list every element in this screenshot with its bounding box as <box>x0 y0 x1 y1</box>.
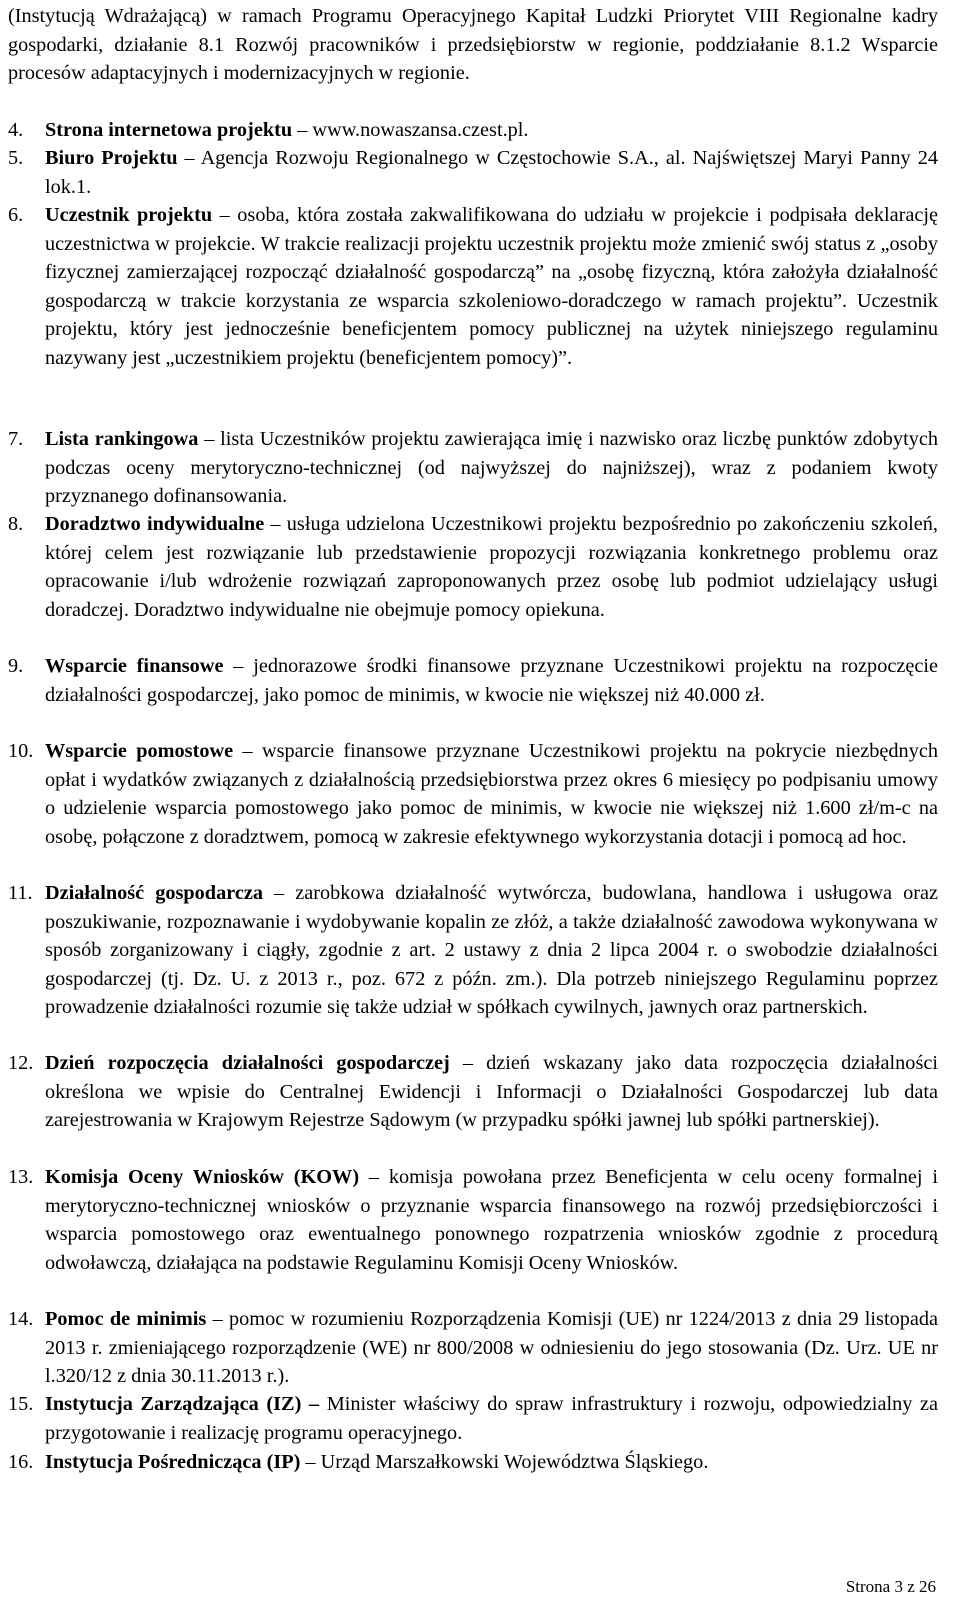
definition-item <box>8 1305 938 1391</box>
item-definition: – usługa udzielona Uczestnikowi projektu bezpośrednio po zakończeniu szkoleń, której celem jest rozwiązanie lub przedstawienie propozycji rozwiązania konkretnego problemu oraz opracowanie i/lub wdrożenie rozwiązań zaproponowanych przez osobę lub podmiot udzielający usługi doradczej. Doradztwo indywidualne nie obejmuje pomocy opiekuna. <box>45 513 938 621</box>
definition-item <box>8 1163 938 1277</box>
item-term: Pomoc de minimis <box>45 1308 207 1330</box>
item-term: Dzień rozpoczęcia działalności gospodarczej <box>45 1052 450 1074</box>
definition-item <box>8 144 938 201</box>
item-definition: – zarobkowa działalność wytwórcza, budowlana, handlowa i usługowa oraz poszukiwanie, rozpoznawanie i wydobywanie kopalin ze złóż, a także działalność zawodowa wykonywana w sposób zorganizowany i ciągły, zgodnie z art. 2 ustawy z dnia 2 lipca 2004 r. o swobodzie działalności gospodarczej (tj. Dz. U. z 2013 r., poz. 672 z późn. zm.). Dla potrzeb niniejszego Regulaminu poprzez prowadzenie działalności rozumie się także udział w spółkach cywilnych, jawnych oraz partnerskich. <box>45 882 938 1019</box>
item-definition: – dzień wskazany jako data rozpoczęcia działalności określona we wpisie do Centralnej Ewidencji i Informacji o Działalności Gospodarczej lub data zarejestrowania w Krajowym Rejestrze Sądowym (w przypadku spółki jawnej lub spółki partnerskiej). <box>45 1052 938 1132</box>
item-text <box>45 1163 938 1277</box>
item-definition: – Urząd Marszałkowski Województwa Śląskiego. <box>300 1451 709 1473</box>
definition-item <box>8 116 938 145</box>
definition-item <box>8 652 938 709</box>
item-definition: – www.nowaszansa.czest.pl. <box>292 119 529 141</box>
item-text <box>45 879 938 1022</box>
item-term: Biuro Projektu <box>45 147 178 169</box>
item-text <box>45 144 938 201</box>
item-text <box>45 510 938 624</box>
item-text <box>45 652 938 709</box>
item-number: 9. <box>8 655 24 677</box>
item-definition: – pomoc w rozumieniu Rozporządzenia Komisji (UE) nr 1224/2013 z dnia 29 listopada 2013 r. zmieniającego rozporządzenie (WE) nr 800/2008 w odniesieniu do jego stosowania (Dz. Urz. UE nr l.320/12 z dnia 30.11.2013 r.). <box>45 1308 939 1388</box>
intro-paragraph: (Instytucją Wdrażającą) w ramach Programu Operacyjnego Kapitał Ludzki Priorytet VIII Regionalne kadry gospodarki, działanie 8.1 Rozwój pracowników i przedsiębiorstw w regionie, poddziałanie 8.1.2 Wsparcie procesów adaptacyjnych i modernizacyjnych w regionie. <box>8 5 938 85</box>
item-text <box>45 1448 938 1477</box>
item-number: 4. <box>8 119 24 141</box>
item-definition: – wsparcie finansowe przyznane Uczestnikowi projektu na pokrycie niezbędnych opłat i wydatków związanych z działalnością przedsiębiorstwa przez okres 6 miesięcy po podpisaniu umowy o udzielenie wsparcia pomostowego jako pomoc de minimis, w kwocie nie większej niż 1.600 zł/m-c na osobę, połączone z doradztwem, pomocą w zakresie efektywnego wykorzystania dotacji i pomocą ad hoc. <box>45 740 938 848</box>
item-text <box>45 1305 938 1391</box>
item-term: Instytucja Zarządzająca (IZ) – <box>45 1393 320 1415</box>
item-term: Doradztwo indywidualne <box>45 513 265 535</box>
item-number: 7. <box>8 428 24 450</box>
item-definition: – jednorazowe środki finansowe przyznane Uczestnikowi projektu na rozpoczęcie działalności gospodarczej, jako pomoc de minimis, w kwocie nie większej niż 40.000 zł. <box>45 655 938 706</box>
item-term: Instytucja Pośrednicząca (IP) <box>45 1451 301 1473</box>
item-definition: – osoba, która została zakwalifikowana do udziału w projekcie i podpisała deklarację uczestnictwa w projekcie. W trakcie realizacji projektu uczestnik projektu może zmienić swój status z „osoby fizycznej zamierzającej rozpocząć działalność gospodarczą” na „osobę fizyczną, która założyła działalność gospodarczą w trakcie korzystania ze wsparcia szkoleniowo-doradczego w ramach projektu”. Uczestnik projektu, który jest jednocześnie beneficjentem pomocy publicznej na użytek niniejszego regulaminu nazywany jest „uczestnikiem projektu (beneficjentem pomocy)”. <box>45 204 938 369</box>
definition-item <box>8 1448 938 1477</box>
definition-item <box>8 737 938 851</box>
item-term: Lista rankingowa <box>45 428 199 450</box>
item-term: Wsparcie finansowe <box>45 655 224 677</box>
item-definition: – komisja powołana przez Beneficjenta w celu oceny formalnej i merytoryczno-technicznej wniosków o przyznanie wsparcia finansowego na rozwój przedsiębiorczości i wsparcia pomostowego oraz ewentualnego ponownego rozpatrzenia wniosków zgodnie z procedurą odwoławczą, działająca na podstawie Regulaminu Komisji Oceny Wniosków. <box>45 1166 938 1274</box>
item-text <box>45 1049 938 1135</box>
definition-item <box>8 1390 938 1447</box>
item-definition: Minister właściwy do spraw infrastruktury i rozwoju, odpowiedzialny za przygotowanie i realizację programu operacyjnego. <box>45 1393 938 1444</box>
definition-item <box>8 201 938 373</box>
item-number: 10. <box>8 740 34 762</box>
item-number: 14. <box>8 1308 34 1330</box>
definition-item <box>8 879 938 1022</box>
item-text <box>45 116 938 145</box>
item-number: 6. <box>8 204 24 226</box>
definition-item <box>8 425 938 511</box>
page-number: Strona 3 z 26 <box>845 1577 936 1596</box>
item-number: 16. <box>8 1451 34 1473</box>
item-definition: – Agencja Rozwoju Regionalnego w Częstochowie S.A., al. Najświętszej Maryi Panny 24 lok.1. <box>45 147 938 198</box>
item-number: 11. <box>8 882 33 904</box>
definition-item <box>8 1049 938 1135</box>
item-term: Wsparcie pomostowe <box>45 740 234 762</box>
item-term: Uczestnik projektu <box>45 204 213 226</box>
item-term: Komisja Oceny Wniosków (KOW) <box>45 1166 360 1188</box>
item-number: 5. <box>8 147 24 169</box>
item-text <box>45 425 938 511</box>
item-definition: – lista Uczestników projektu zawierająca imię i nazwisko oraz liczbę punktów zdobytych podczas oceny merytoryczno-technicznej (od najwyższej do najniższej), wraz z podaniem kwoty przyznanego dofinansowania. <box>45 428 938 508</box>
item-number: 12. <box>8 1052 34 1074</box>
item-text <box>45 201 938 373</box>
item-text <box>45 1390 938 1447</box>
item-text <box>45 737 938 851</box>
definition-item <box>8 510 938 624</box>
item-number: 8. <box>8 513 24 535</box>
item-number: 13. <box>8 1166 34 1188</box>
item-term: Działalność gospodarcza <box>45 882 263 904</box>
item-term: Strona internetowa projektu <box>45 119 293 141</box>
item-number: 15. <box>8 1393 34 1415</box>
